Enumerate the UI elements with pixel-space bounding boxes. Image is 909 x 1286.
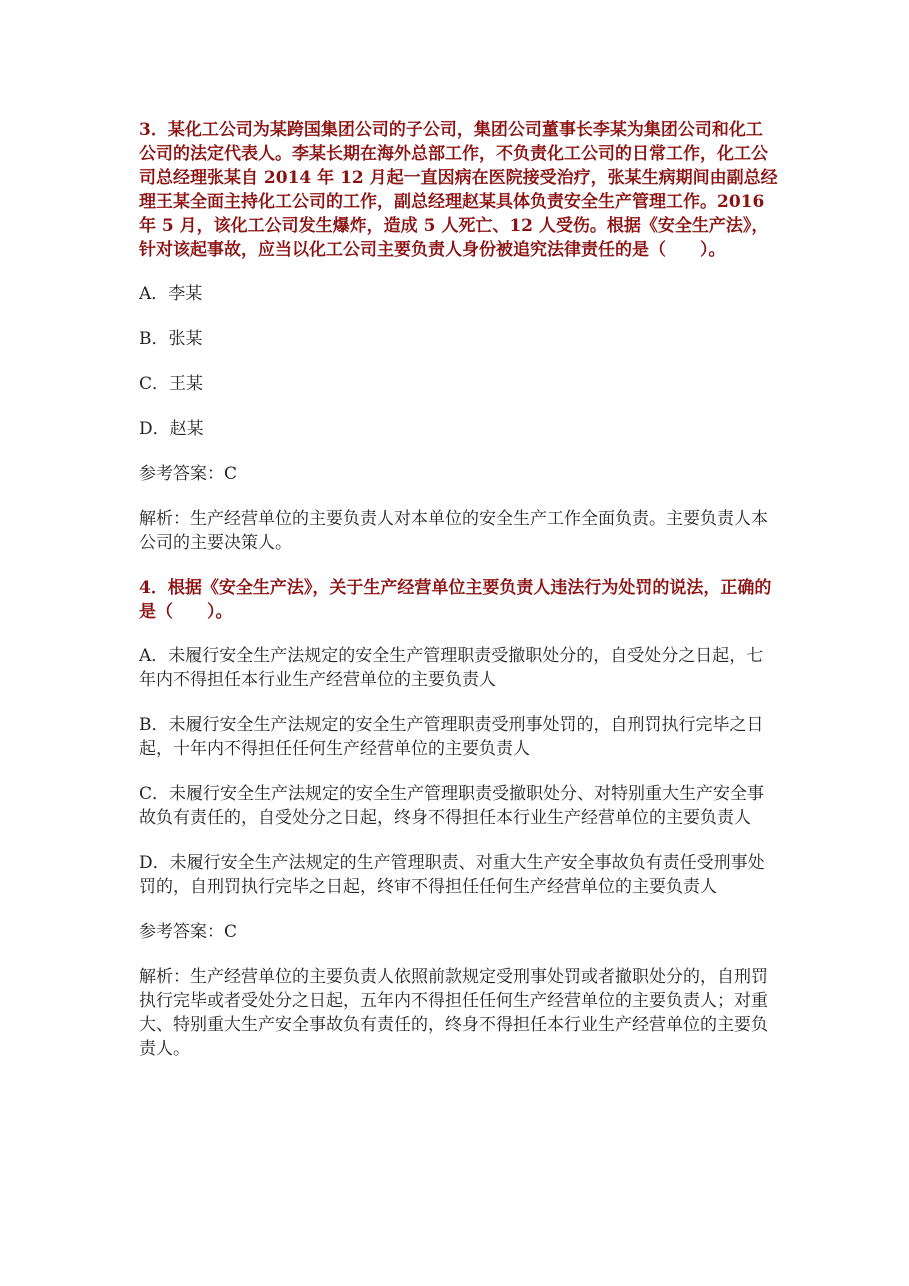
option-c: C．未履行安全生产法规定的安全生产管理职责受撤职处分、对特别重大生产安全事故负有责任的，自受处分之日起，终身不得担任本行业生产经营单位的主要负责人 <box>139 784 765 828</box>
question-block-3 <box>139 118 779 555</box>
analysis-text: 解析：生产经营单位的主要负责人对本单位的安全生产工作全面负责。主要负责人本公司的主要决策人。 <box>139 509 768 553</box>
option-c: C．王某 <box>139 374 204 394</box>
document-content <box>139 118 779 1082</box>
reference-answer: 参考答案：C <box>139 464 238 484</box>
option-a: A．李某 <box>139 284 203 304</box>
analysis-text: 解析：生产经营单位的主要负责人依照前款规定受刑事处罚或者撤职处分的，自刑罚执行完毕或者受处分之日起，五年内不得担任任何生产经营单位的主要负责人；对重大、特别重大生产安全事故负有责任的，终身不得担任本行业生产经营单位的主要负责人。 <box>139 967 768 1059</box>
option-a: A．未履行安全生产法规定的安全生产管理职责受撤职处分的，自受处分之日起，七年内不得担任本行业生产经营单位的主要负责人 <box>139 646 764 690</box>
option-d: D．未履行安全生产法规定的生产管理职责、对重大生产安全事故负有责任受刑事处罚的，自刑罚执行完毕之日起，终审不得担任任何生产经营单位的主要负责人 <box>139 853 765 897</box>
reference-answer: 参考答案：C <box>139 922 238 942</box>
question-stem: 3．某化工公司为某跨国集团公司的子公司，集团公司董事长李某为集团公司和化工公司的法定代表人。李某长期在海外总部工作，不负责化工公司的日常工作，化工公司总经理张某自 2014 年 12 月起一直因病在医院接受治疗，张某生病期间由副总经理王某全面主持化工公司的工作，副总经理赵某具体负责安全生产管理工作。2016 年 5 月，该化工公司发生爆炸，造成 5 人死亡、12 人受伤。根据《安全生产法》，针对该起事故，应当以化工公司主要负责人身份被追究法律责任的是（ ）。 <box>139 120 778 260</box>
question-stem: 4．根据《安全生产法》，关于生产经营单位主要负责人违法行为处罚的说法，正确的是（ ）。 <box>139 578 772 622</box>
question-block-4 <box>139 576 779 1061</box>
option-b: B．未履行安全生产法规定的安全生产管理职责受刑事处罚的，自刑罚执行完毕之日起，十年内不得担任任何生产经营单位的主要负责人 <box>139 715 764 759</box>
option-b: B．张某 <box>139 329 203 349</box>
option-d: D．赵某 <box>139 419 204 439</box>
